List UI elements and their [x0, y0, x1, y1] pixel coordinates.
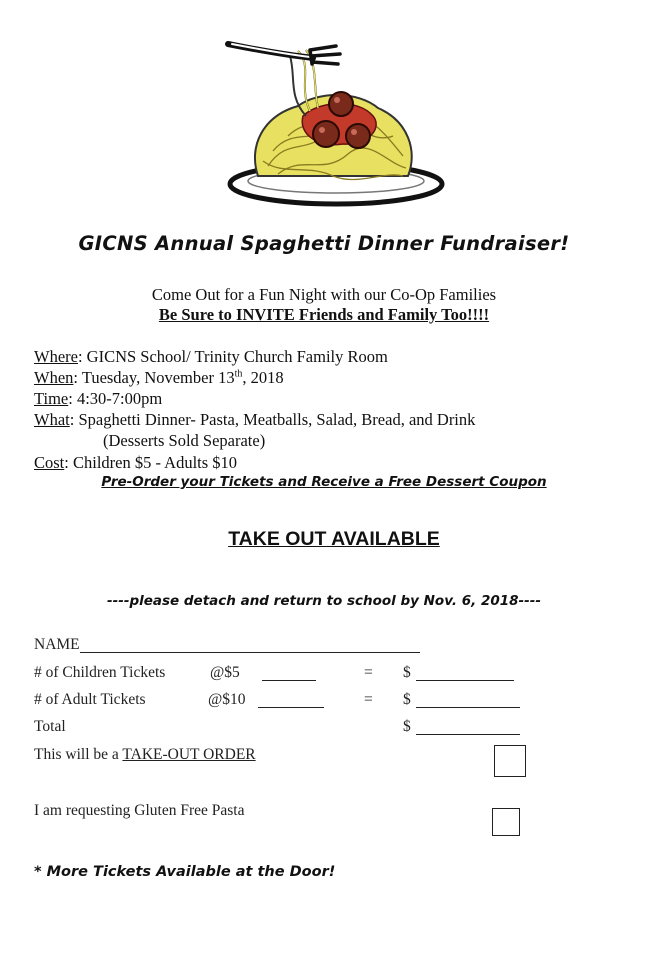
time-value: : 4:30-7:00pm	[68, 389, 163, 408]
more-tickets-note: * More Tickets Available at the Door!	[34, 864, 336, 880]
detach-line: ----please detach and return to school by Nov. 6, 2018----	[107, 593, 541, 609]
children-equals: =	[364, 664, 373, 681]
where-value: : GICNS School/ Trinity Church Family Room	[77, 347, 388, 366]
takeout-heading: TAKE OUT AVAILABLE	[228, 528, 440, 550]
spaghetti-plate-icon	[218, 36, 448, 211]
time-label: Time	[34, 389, 69, 408]
total-label: Total	[34, 718, 66, 735]
adult-amount-field[interactable]	[416, 707, 520, 708]
when-suffix: th	[234, 368, 243, 380]
gluten-free-label: I am requesting Gluten Free Pasta	[34, 802, 245, 819]
takeout-checkbox[interactable]	[494, 745, 526, 777]
where-line	[34, 347, 388, 367]
children-tickets-label: # of Children Tickets	[34, 664, 166, 681]
cost-value: : Children $5 - Adults $10	[64, 453, 238, 472]
total-dollar: $	[403, 718, 411, 735]
cost-line	[34, 453, 237, 473]
children-dollar: $	[403, 664, 411, 681]
invite-line: Be Sure to INVITE Friends and Family Too!!!!	[158, 305, 490, 324]
when-value: : Tuesday, November 13	[73, 368, 235, 387]
name-label: NAME	[34, 636, 80, 653]
adult-qty-field[interactable]	[258, 707, 324, 708]
when-line	[34, 368, 284, 388]
time-line	[34, 389, 162, 409]
name-field[interactable]	[80, 652, 420, 653]
children-amount-field[interactable]	[416, 680, 514, 681]
adult-dollar: $	[403, 691, 411, 708]
what-note: (Desserts Sold Separate)	[103, 431, 266, 450]
flyer-subtitle: Come Out for a Fun Night with our Co-Op Families	[151, 285, 497, 304]
cost-label: Cost	[34, 453, 65, 472]
what-value: : Spaghetti Dinner- Pasta, Meatballs, Salad, Bread, and Drink	[69, 410, 476, 429]
where-label: Where	[34, 347, 78, 366]
takeout-order-prefix: This will be a	[34, 746, 123, 763]
total-amount-field[interactable]	[416, 734, 520, 735]
what-line	[34, 410, 475, 430]
what-label: What	[34, 410, 70, 429]
gluten-free-checkbox[interactable]	[492, 808, 520, 836]
children-price: @$5	[210, 664, 240, 681]
flyer-title: GICNS Annual Spaghetti Dinner Fundraiser!	[78, 232, 570, 255]
takeout-order-line	[34, 746, 256, 764]
when-label: When	[34, 368, 74, 387]
children-qty-field[interactable]	[262, 680, 316, 681]
adult-price: @$10	[208, 691, 246, 708]
when-year: , 2018	[242, 368, 284, 387]
preorder-banner: Pre-Order your Tickets and Receive a Free Dessert Coupon	[101, 474, 547, 490]
adult-tickets-label: # of Adult Tickets	[34, 691, 146, 708]
takeout-order-label: TAKE-OUT ORDER	[122, 746, 256, 763]
adult-equals: =	[364, 691, 373, 708]
